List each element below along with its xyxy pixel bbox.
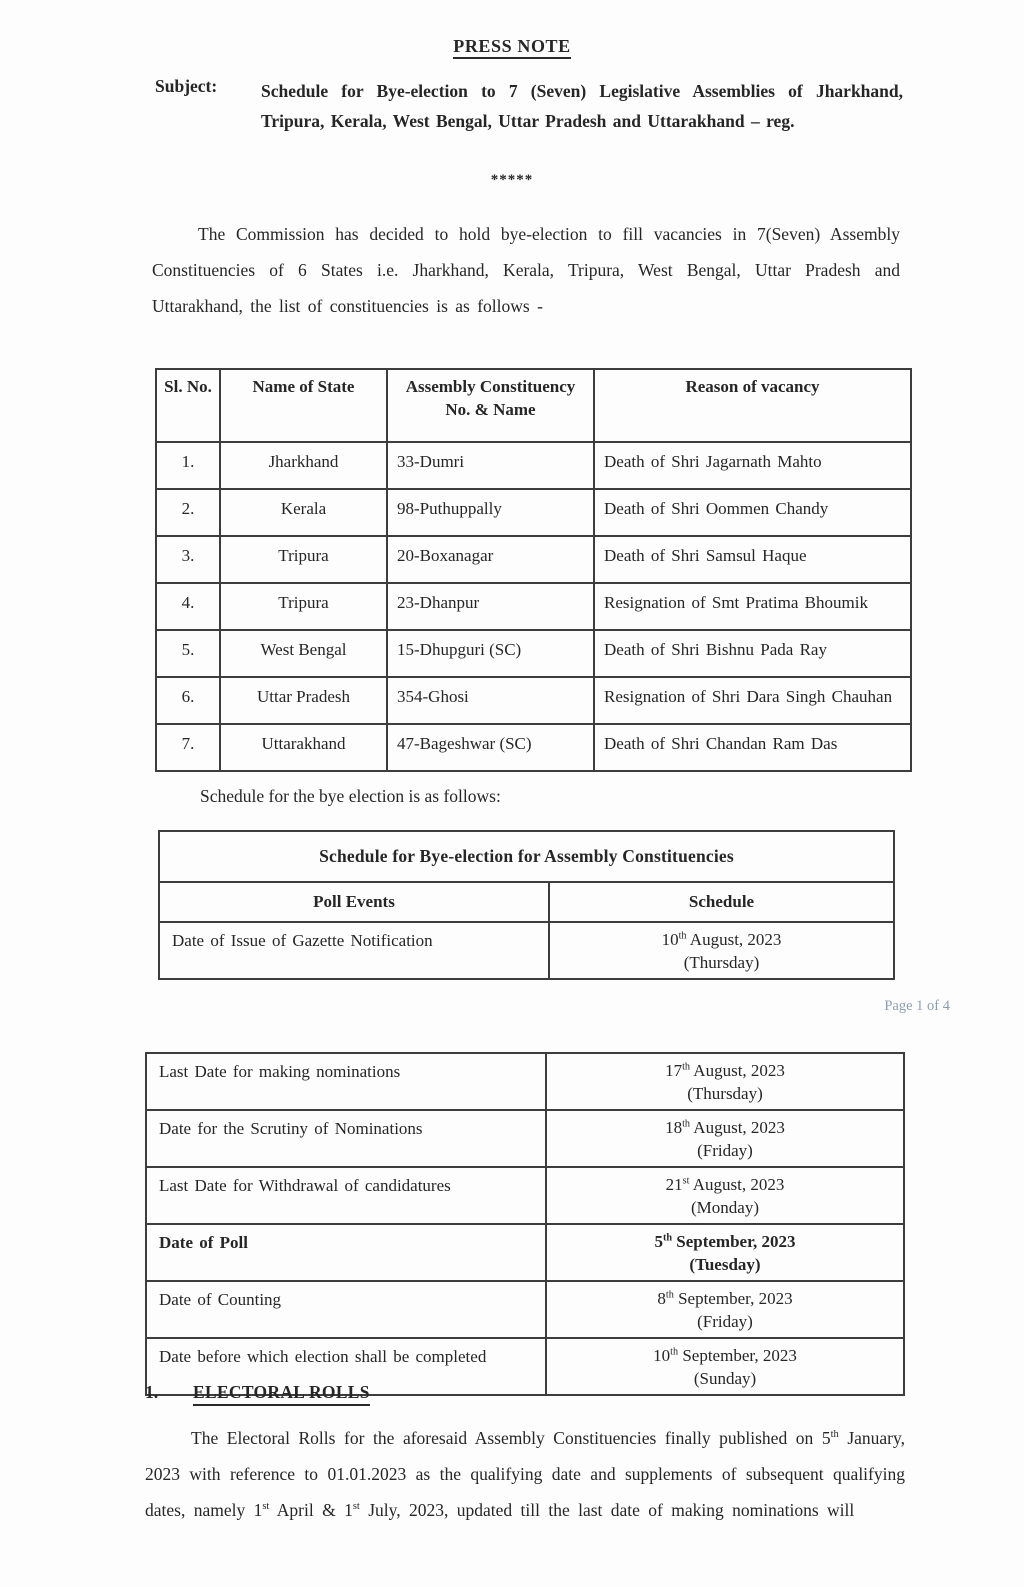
cell-state: West Bengal: [220, 630, 387, 677]
document-title: PRESS NOTE: [0, 36, 1024, 57]
table-row: [156, 442, 911, 489]
cell-state: Uttar Pradesh: [220, 677, 387, 724]
date-line: 10th September, 2023: [653, 1346, 797, 1365]
cell-constituency: 98-Puthuppally: [387, 489, 594, 536]
cell-sl: 4.: [156, 583, 220, 630]
cell-reason: Resignation of Smt Pratima Bhoumik: [594, 583, 911, 630]
star-separator: *****: [490, 172, 534, 188]
schedule-row: [146, 1110, 904, 1167]
weekday-line: (Thursday): [687, 1084, 763, 1103]
subject-label: Subject:: [155, 76, 218, 96]
cell-state: Kerala: [220, 489, 387, 536]
schedule-row: [146, 1167, 904, 1224]
intro-paragraph: The Commission has decided to hold bye-election to fill vacancies in 7(Seven) Assembly Constituencies of 6 States i.e. Jharkhand, Kerala, Tripura, West Bengal, Uttar Pradesh and Uttarakhand, the list of constituencies is as follows -: [152, 224, 900, 316]
weekday-line: (Friday): [697, 1141, 753, 1160]
table-row: [156, 489, 911, 536]
cell-sl: 1.: [156, 442, 220, 489]
cell-state: Jharkhand: [220, 442, 387, 489]
cell-reason: Resignation of Shri Dara Singh Chauhan: [594, 677, 911, 724]
schedule-header-row: [159, 882, 894, 922]
page-indicator: Page 1 of 4: [884, 998, 950, 1014]
table-row: [156, 677, 911, 724]
weekday-line: (Monday): [691, 1198, 759, 1217]
table-row: [156, 583, 911, 630]
cell-date: [546, 1053, 904, 1110]
date-line: 21st August, 2023: [665, 1175, 785, 1194]
schedule-row-date-of-poll: [146, 1224, 904, 1281]
schedule-row: [146, 1281, 904, 1338]
date-line: 8th September, 2023: [657, 1289, 793, 1308]
header-constituency: Assembly Constituency No. & Name: [387, 369, 594, 442]
cell-reason: Death of Shri Oommen Chandy: [594, 489, 911, 536]
schedule-row: [159, 922, 894, 979]
cell-date: [546, 1167, 904, 1224]
cell-reason: Death of Shri Jagarnath Mahto: [594, 442, 911, 489]
cell-sl: 6.: [156, 677, 220, 724]
header-state: Name of State: [220, 369, 387, 442]
table-row: [156, 724, 911, 771]
schedule-row: [146, 1053, 904, 1110]
section-heading-electoral-rolls: [145, 1382, 370, 1406]
schedule-caption-row: [159, 831, 894, 882]
electoral-rolls-paragraph: The Electoral Rolls for the aforesaid Assembly Constituencies finally published on 5th January, 2023 with reference to 01.01.2023 as the qualifying date and supplements of subsequent qualifying dates, namely 1st April & 1st July, 2023, updated till the last date of making nominations will: [145, 1428, 905, 1520]
header-sl-no: Sl. No.: [156, 369, 220, 442]
cell-date: [546, 1110, 904, 1167]
date-line: 10th August, 2023: [661, 930, 782, 949]
section-number: 1.: [145, 1382, 159, 1402]
cell-date: [546, 1338, 904, 1395]
subject-text: Schedule for Bye-election to 7 (Seven) Legislative Assemblies of Jharkhand, Tripura, Kerala, West Bengal, Uttar Pradesh and Uttarakhand – reg.: [261, 81, 903, 131]
constituency-header-row: [156, 369, 911, 442]
cell-date: [549, 922, 894, 979]
constituency-table: [155, 368, 912, 772]
cell-constituency: 47-Bageshwar (SC): [387, 724, 594, 771]
header-poll-events: Poll Events: [159, 882, 549, 922]
header-schedule: Schedule: [549, 882, 894, 922]
cell-constituency: 23-Dhanpur: [387, 583, 594, 630]
schedule-table-caption: Schedule for Bye-election for Assembly Constituencies: [159, 831, 894, 882]
subject-block: [155, 76, 903, 136]
cell-event: Date of Poll: [146, 1224, 546, 1281]
cell-event: Last Date for Withdrawal of candidatures: [146, 1167, 546, 1224]
weekday-line: (Tuesday): [689, 1255, 761, 1274]
section-title: ELECTORAL ROLLS: [193, 1382, 370, 1406]
cell-constituency: 354-Ghosi: [387, 677, 594, 724]
cell-reason: Death of Shri Chandan Ram Das: [594, 724, 911, 771]
cell-date: [546, 1224, 904, 1281]
schedule-table-page1: [158, 830, 895, 980]
schedule-table-page2: [145, 1052, 905, 1396]
cell-event: Date of Issue of Gazette Notification: [159, 922, 549, 979]
date-line: 18th August, 2023: [665, 1118, 785, 1137]
cell-reason: Death of Shri Samsul Haque: [594, 536, 911, 583]
schedule-intro-text: Schedule for the bye election is as follows:: [200, 786, 501, 806]
date-line: 17th August, 2023: [665, 1061, 785, 1080]
date-line: 5th September, 2023: [654, 1232, 796, 1251]
weekday-line: (Friday): [697, 1312, 753, 1331]
cell-event: Date of Counting: [146, 1281, 546, 1338]
cell-sl: 7.: [156, 724, 220, 771]
table-row: [156, 630, 911, 677]
weekday-line: (Sunday): [693, 1369, 757, 1388]
cell-reason: Death of Shri Bishnu Pada Ray: [594, 630, 911, 677]
cell-constituency: 33-Dumri: [387, 442, 594, 489]
weekday-line: (Thursday): [683, 953, 760, 972]
cell-sl: 3.: [156, 536, 220, 583]
cell-sl: 2.: [156, 489, 220, 536]
cell-state: Tripura: [220, 583, 387, 630]
cell-constituency: 15-Dhupguri (SC): [387, 630, 594, 677]
cell-event: Date before which election shall be completed: [146, 1338, 546, 1395]
cell-event: Last Date for making nominations: [146, 1053, 546, 1110]
cell-date: [546, 1281, 904, 1338]
cell-sl: 5.: [156, 630, 220, 677]
cell-constituency: 20-Boxanagar: [387, 536, 594, 583]
cell-event: Date for the Scrutiny of Nominations: [146, 1110, 546, 1167]
header-reason: Reason of vacancy: [594, 369, 911, 442]
table-row: [156, 536, 911, 583]
cell-state: Uttarakhand: [220, 724, 387, 771]
cell-state: Tripura: [220, 536, 387, 583]
